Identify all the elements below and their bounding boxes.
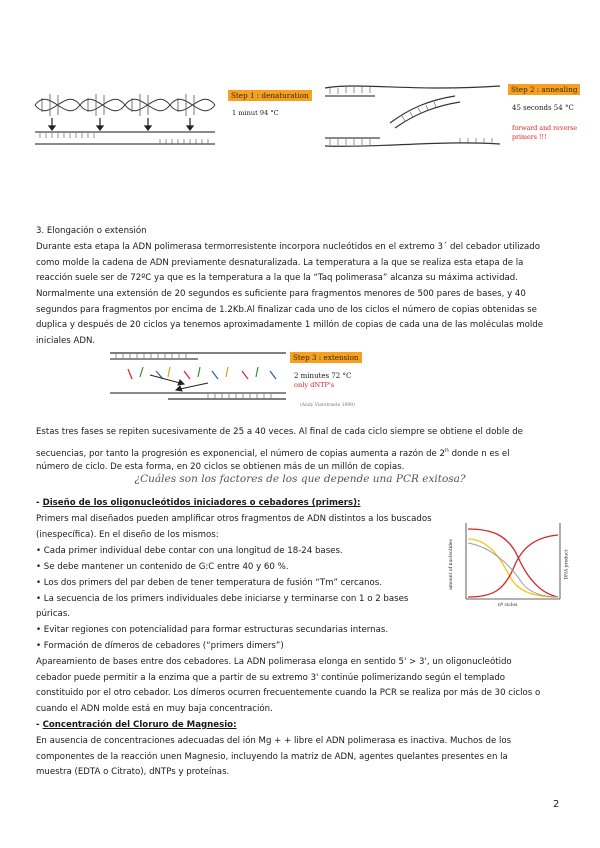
primers-bullet-1: • Cada primer individual debe contar con una longitud de 18-24 bases. [36,546,343,556]
section3-heading: 3. Elongación o extensión [36,226,147,236]
step2-time: 45 seconds 54 °C [512,104,574,112]
magnesium-line-1: En ausencia de concentraciones adecuadas del ión Mg + + libre el ADN polimerasa es inactiva. Muchos de los [36,736,512,746]
graph-ylabel-right: DNA product [564,549,570,580]
dimer-line-1: Apareamiento de bases entre dos cebadores. La ADN polimerasa elonga en sentido 5' > 3', un oligonucleótido [36,657,512,667]
graph-xlabel: nº ciclos [498,603,518,608]
section3-line-7: iniciales ADN. [36,336,96,346]
primers-bullet-6: • Formación de dímeros de cebadores (“primers dimers”) [36,641,284,651]
step3-label: Step 3 : extension [290,352,362,363]
page-number: 2 [553,799,560,810]
primers-heading-text: Diseño de los oligonucleótidos iniciadores o cebadores (primers): [42,498,361,508]
primers-intro-2: (inespecífica). En el diseño de los mismos: [36,530,219,540]
denaturation-diagram [30,80,220,150]
primers-bullet-4-cont: púricas. [36,609,71,619]
section3-line-6: duplica y después de 20 ciclos ya tenemos aproximadamente 1 millón de copias de cada una de las moléculas molde [36,320,544,330]
annealing-diagram [320,78,505,150]
phases-line-3: número de ciclo. De esta forma, en 20 ciclos se obtienen más de un millón de copias. [36,462,405,472]
phases-line-2-post: donde n es el [448,448,510,459]
step3-time: 2 minutes 72 °C [294,372,352,380]
step1-label: Step 1 : denaturation [228,90,312,101]
primers-intro-1: Primers mal diseñados pueden amplificar otros fragmentos de ADN distintos a los buscados [36,514,432,524]
phases-line-2 [36,445,510,460]
step2-primers-line1: forward and reverse [512,125,578,132]
section3-line-3: reacción suele ser de 72ºC ya que es la temperatura a la que la “Taq polimerasa” alcanza su máxima actividad. [36,273,518,283]
phases-line-2-pre: secuencias, por tanto la progresión es exponencial, el número de copias aumenta a razón de 2 [36,448,446,459]
step1-time: 1 minut 94 °C [232,109,279,117]
section3-line-5: segundos para fragmentos por encima de 1.2Kb.Al finalizar cada uno de los ciclos el número de copias obtenidas se [36,305,537,315]
step2-primers-line2: primers !!! [512,134,547,141]
primers-bullet-4: • La secuencia de los primers individuales debe iniciarse y terminarse con 1 o 2 bases [36,594,409,604]
phases-line-1: Estas tres fases se repiten sucesivamente de 25 a 40 veces. Al final de cada ciclo siempre se obtiene el doble de [36,427,523,437]
magnesium-line-2: componentes de la reacción unen Magnesio, incluyendo la matriz de ADN, agentes quelantes presentes en la [36,752,508,762]
primers-heading-dash: - [36,498,43,508]
graph-ylabel-left: amount of nucleotides [448,539,454,590]
step3-credit: (Andy Vierstraete 1999) [300,403,355,408]
magnesium-heading-text: Concentración del Cloruro de Magnesio: [42,720,237,730]
primers-bullet-5: • Evitar regiones con potencialidad para formar estructuras secundarias internas. [36,625,389,635]
exponent-n: n [445,447,449,454]
step2-label: Step 2 : annealing [508,84,580,95]
primers-bullet-2: • Se debe mantener un contenido de G:C entre 40 y 60 %. [36,562,289,572]
primers-bullet-3: • Los dos primers del par deben de tener temperatura de fusión “Tm” cercanos. [36,578,382,588]
section3-line-2: como molde la cadena de ADN previamente desnaturalizada. La temperatura a la que se realiza esta etapa de la [36,258,524,268]
section3-line-1: Durante esta etapa la ADN polimerasa termorresistente incorpora nucleótidos en el extremo 3´ del cebador utilizado [36,242,541,252]
magnesium-heading-dash: - [36,720,43,730]
question-subtitle: ¿Cuáles son los factores de los que depende una PCR exitosa? [134,473,466,485]
magnesium-line-3: muestra (EDTA o Citrato), dNTPs y proteínas. [36,767,230,777]
dimer-line-3: constituido por el otro cebador. Los dímeros ocurren frecuentemente cuando la PCR se realiza por más de 30 ciclos o [36,688,541,698]
extension-diagram [108,349,288,407]
step3-dntp: only dNTP's [294,381,335,389]
dimer-line-2: cebador puede permitir a la enzima que a partir de su extremo 3' continúe polimerizando según el templado [36,673,506,683]
magnesium-heading [36,719,237,731]
section3-line-4: Normalmente una extensión de 20 segundos es suficiente para fragmentos menores de 500 pares de bases, y 40 [36,289,526,299]
primers-heading [36,497,360,509]
dimer-line-4: cuando el ADN molde está en muy baja concentración. [36,704,273,714]
